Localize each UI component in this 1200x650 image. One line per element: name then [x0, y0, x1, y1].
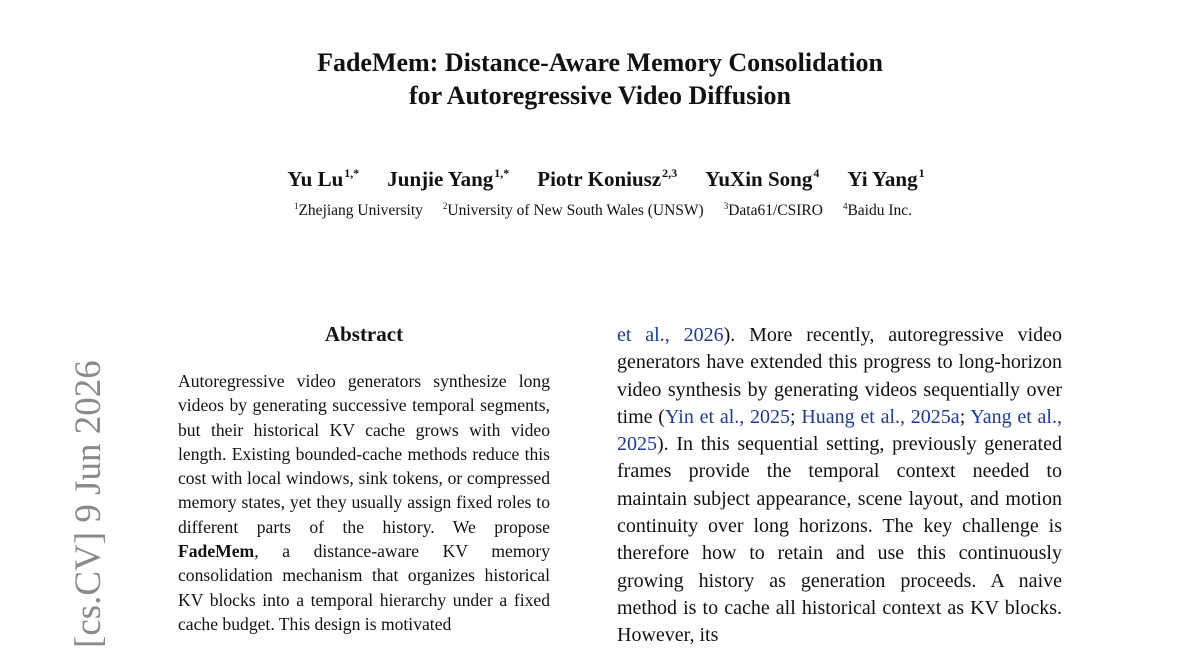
- affiliation: [294, 201, 423, 220]
- author-affil-mark: 1,*: [494, 166, 510, 180]
- author-list: [0, 166, 1200, 192]
- author: [387, 166, 509, 192]
- author-name: YuXin Song: [705, 167, 813, 191]
- method-name: FadeMem: [178, 541, 255, 562]
- abstract-text-part-1: Autoregressive video generators synthesize long videos by generating successive temporal segments, but their historical KV cache grows with video length. Existing bounded-cache methods reduce this cost with local windows, sink tokens, or compressed memory states, yet they usually assign fixed roles to different parts of the history. We propose: [178, 371, 550, 537]
- affiliation-mark: 4: [842, 201, 848, 211]
- affiliation-mark: 1: [293, 201, 299, 211]
- abstract-body: [178, 369, 550, 636]
- affiliation-list: [0, 201, 1200, 220]
- affiliation-name: Zhejiang University: [298, 202, 423, 219]
- citation-link[interactable]: et al., 2026: [617, 324, 724, 346]
- affiliation-name: Baidu Inc.: [847, 202, 913, 219]
- affiliation-name: University of New South Wales (UNSW): [447, 202, 704, 219]
- introduction-column: [617, 322, 1062, 650]
- affiliation: [843, 201, 912, 220]
- intro-text: ). In this sequential setting, previously generated frames provide the temporal context needed to maintain subject appearance, scene layout, and motion continuity over long horizons. The key challenge is therefore how to retain and use this continuously growing history as generation proceeds. A naive method is to cache all historical context as KV blocks. However, its: [617, 433, 1062, 647]
- citation-link[interactable]: Huang et al., 2025a: [801, 405, 960, 428]
- author-affil-mark: 1,*: [344, 166, 360, 180]
- title-line-2: for Autoregressive Video Diffusion: [408, 81, 792, 110]
- author-affil-mark: 1: [918, 166, 925, 180]
- affiliation-name: Data61/CSIRO: [728, 202, 823, 219]
- author-name: Yi Yang: [847, 167, 918, 191]
- affiliation-mark: 2: [442, 201, 448, 211]
- author-affil-mark: 4: [813, 166, 820, 180]
- affiliation: [443, 201, 704, 220]
- author-name: Yu Lu: [287, 167, 344, 191]
- citation-separator: ;: [959, 405, 971, 428]
- affiliation-mark: 3: [723, 201, 729, 211]
- citation-link[interactable]: Yin et al., 2025: [664, 405, 791, 428]
- intro-text: ). More recently, autoregressive video generators have extended this progress to long-horizon video synthesis by generating videos sequentially over time (: [617, 324, 1063, 428]
- author: [847, 166, 924, 192]
- citation-link[interactable]: Yang et al., 2025: [617, 405, 1062, 456]
- author-affil-mark: 2,3: [662, 166, 678, 180]
- paper-title: [0, 46, 1200, 112]
- abstract-heading: Abstract: [324, 322, 404, 346]
- author-name: Junjie Yang: [387, 167, 494, 191]
- author-name: Piotr Koniusz: [537, 167, 662, 191]
- abstract-text-part-2: , a distance-aware KV memory consolidation mechanism that organizes historical KV blocks into a temporal hierarchy under a fixed cache budget. This design is motivated: [178, 541, 550, 634]
- author: [537, 166, 677, 192]
- author: [705, 166, 819, 192]
- arxiv-identifier-stamp: [cs.CV] 9 Jun 2026: [68, 360, 109, 648]
- affiliation: [724, 201, 823, 220]
- author: [287, 166, 359, 192]
- title-line-1: FadeMem: Distance-Aware Memory Consolidation: [317, 48, 883, 77]
- citation-separator: ;: [790, 405, 802, 428]
